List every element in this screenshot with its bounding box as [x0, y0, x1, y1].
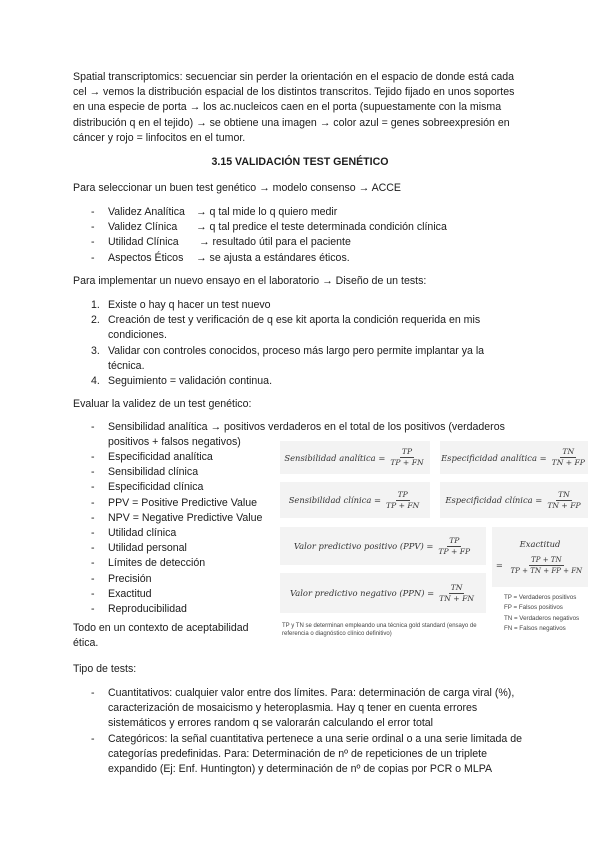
formula-especificidad-analitica: Especificidad analítica = $\frac{TN}{TN + FP}$ — [440, 441, 588, 474]
list-item: - Especificidad clínica — [91, 481, 204, 494]
list-item: - Aspectos Éticos → se ajusta a estándares éticos. — [91, 251, 350, 264]
list-item: - Reproducibilidad — [91, 603, 187, 616]
select-line: Para seleccionar un buen test genético → modelo consenso → ACCE — [73, 182, 402, 194]
formula-npv: Valor predictivo negativo (PPN) = $\frac{TN}{TN + FN}$ — [280, 573, 486, 613]
types-line: Tipo de tests: — [73, 663, 137, 675]
list-item: - Especificidad analítica — [91, 451, 213, 463]
list-item: - Sensibilidad analítica → positivos verdaderos en el total de los positivos (verdaderos positivos + falsos negativos) — [91, 421, 505, 449]
evaluate-line: Evaluar la validez de un test genético: — [73, 398, 252, 410]
formula-ppv: Valor predictivo positivo (PPV) = $\frac{TP}{TP + FP}$ — [280, 527, 486, 565]
list-item: 4. Seguimiento = validación continua. — [91, 375, 273, 388]
list-item: - Validez Clínica → q tal predice el teste determinada condición clínica — [91, 221, 447, 234]
formula-legend: TP = Verdaderos positivos FP = Falsos positivos TN = Verdaderos negativos FN = Falsos negativos — [504, 594, 580, 633]
list-item: - Utilidad Clínica → resultado útil para el paciente — [91, 236, 351, 249]
list-item: - NPV = Negative Predictive Value — [91, 511, 263, 524]
list-item: - Exactitud — [91, 587, 152, 600]
context-line: Todo en un contexto de aceptabilidad ética. — [73, 622, 249, 650]
list-item: - Límites de detección — [91, 557, 206, 570]
list-item: - Utilidad clínica — [91, 527, 177, 540]
implement-line: Para implementar un nuevo ensayo en el laboratorio → Diseño de un tests: — [73, 275, 427, 287]
formula-sensibilidad-clinica: Sensibilidad clínica = $\frac{TP}{TP + FN}$ — [280, 482, 430, 518]
section-title: 3.15 VALIDACIÓN TEST GENÉTICO — [211, 156, 389, 168]
validity-list — [91, 450, 278, 617]
list-item: 1. Existe o hay q hacer un test nuevo — [91, 299, 271, 311]
list-item: - Sensibilidad clínica — [91, 466, 199, 479]
list-item: - Precisión — [91, 572, 152, 585]
list-item: - Categóricos: la señal cuantitativa pertenece a una serie ordinal o a una serie limitada de categorías predefinidas. Para: Determinación de nº de repeticiones de un triplete expandido (Ej: Enf. Huntington) y determinación de nº de copias por PCR o MLPA — [91, 732, 522, 776]
formula-sensibilidad-analitica: Sensibilidad analítica = $\frac{TP}{TP + FN}$ — [280, 441, 430, 474]
types-list — [91, 686, 532, 777]
formula-especificidad-clinica: Especificidad clínica = $\frac{TN}{TN + FP}$ — [440, 482, 588, 518]
list-item: - Utilidad personal — [91, 542, 187, 555]
list-item: 3. Validar con controles conocidos, proceso más largo pero permite implantar ya la técnica. — [91, 344, 485, 372]
list-item: - Validez Analítica → q tal mide lo q quiero medir — [91, 206, 338, 218]
acce-list — [91, 205, 528, 266]
list-item: - PPV = Positive Predictive Value — [91, 496, 258, 509]
formula-note: TP y TN se determinan empleando una técnica gold standard (ensayo de referencia o diagnóstico clínico definitivo) — [282, 623, 477, 637]
formula-exactitud: Exactitud = $\frac{TP + TN}{TP + TN + FP + FN}$ — [492, 527, 588, 587]
list-item: 2. Creación de test y verificación de q ese kit aporta la condición requerida en mis condiciones. — [91, 314, 481, 342]
list-item: - Cuantitativos: cualquier valor entre dos límites. Para: determinación de carga viral (%), caracterización de mosaicismo y heteroplasmia. Hay q tener en cuenta errores sistemáticos y errores random q se valorarán calculando el error total — [91, 687, 515, 730]
intro-paragraph: Spatial transcriptomics: secuenciar sin perder la orientación en el espacio de donde está cada cel → vemos la distribución espacial de los distintos transcritos. Tejido fijado en unos soportes en una especie de porta → los ac.nucleicos caen en el porta (supuestamente con la misma distribución q en el tejido) → se obtiene una imagen → color azul = genes sobreexpresión en cáncer y rojo = linfocitos en el tumor. — [73, 71, 515, 144]
steps-list — [91, 298, 508, 389]
